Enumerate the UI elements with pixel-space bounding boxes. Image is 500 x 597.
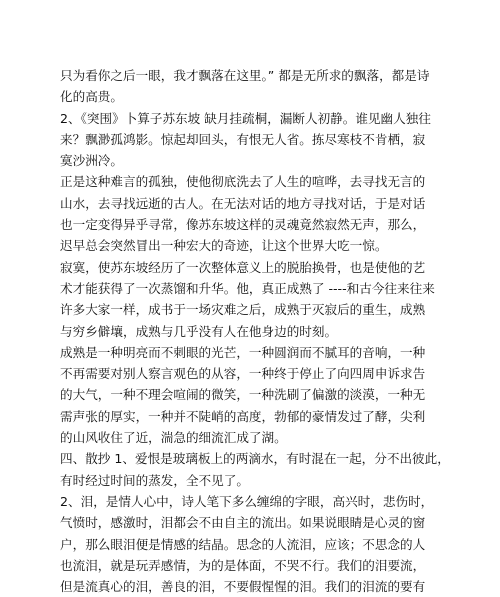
- text-line: 化的高贵。: [60, 89, 123, 105]
- text-line: 的山风收住了近，湍急的细流汇成了湖。: [60, 430, 287, 446]
- text-line: 不再需要对别人察言观色的从容，一种终于停止了向四周申诉求告: [60, 366, 426, 382]
- text-line: 山水，去寻找远逝的古人。在无法对话的地方寻找对话，于是对话: [60, 195, 426, 211]
- text-line: 许多大家一样，成书于一场灾难之后，成熟于灭寂后的重生，成熟: [60, 302, 426, 318]
- text-line: 术才能获得了一次蒸馏和升华。他，真正成熟了 ----和古今往来往来: [60, 280, 435, 296]
- text-line: 与穷乡僻壤，成熟与几乎没有人在他身边的时刻。: [60, 323, 338, 339]
- text-line: 只为看你之后一眼，我才飘落在这里。” 都是无所求的飘落，都是诗: [60, 68, 430, 83]
- document-body: [60, 65, 460, 597]
- text-line: 需声张的厚实，一种并不陡峭的高度，勃郁的豪情发过了酵，尖利: [60, 408, 426, 424]
- text-line: 但是流真心的泪，善良的泪，不要假惺惺的泪。我们的泪流的要有: [60, 579, 426, 595]
- text-line: 气愤时，感激时，泪都会不由自主的流出。如果说眼睛是心灵的窗: [60, 515, 426, 531]
- text-line: 来？飘渺孤鸿影。惊起却回头，有恨无人省。拣尽寒枝不肯栖，寂: [60, 131, 426, 147]
- text-line: 2、泪，是情人心中，诗人笔下多么缠绵的字眼，高兴时，悲伤时，: [60, 493, 434, 509]
- text-line: 也一定变得异乎寻常，像苏东坡这样的灵魂竟然寂然无声，那么，: [60, 217, 426, 233]
- text-line: 正是这种难言的孤独，使他彻底洗去了人生的喧哗，去寻找无言的: [60, 174, 426, 190]
- text-line: 有时经过时间的蒸发，全不见了。: [60, 472, 249, 488]
- text-line: 寂寞，使苏东坡经历了一次整体意义上的脱胎换骨，也是使他的艺: [60, 259, 426, 275]
- text-line: 户，那么眼泪便是情感的结晶。思念的人流泪，应该；不思念的人: [60, 536, 426, 552]
- text-line: 的大气，一种不理会喧闹的微笑，一种洗刷了偏激的淡漠，一种无: [60, 387, 426, 403]
- text-line: 迟早总会突然冒出一种宏大的奇迹，让这个世界大吃一惊。: [60, 238, 388, 254]
- text-line: 2、《突围》卜算子苏东坡 缺月挂疏桐，漏断人初静。谁见幽人独往: [60, 110, 431, 126]
- text-line: 寞沙洲冷。: [60, 153, 123, 169]
- text-line: 成熟是一种明亮而不刺眼的光芒，一种圆润而不腻耳的音响，一种: [60, 344, 426, 360]
- text-line: 也流泪，就是玩弄感情，为的是体面，不哭不行。我们的泪要流，: [60, 557, 426, 573]
- text-line: 四、散抄 1、爱恨是玻璃板上的两滴水，有时混在一起，分不出彼此，: [60, 451, 450, 467]
